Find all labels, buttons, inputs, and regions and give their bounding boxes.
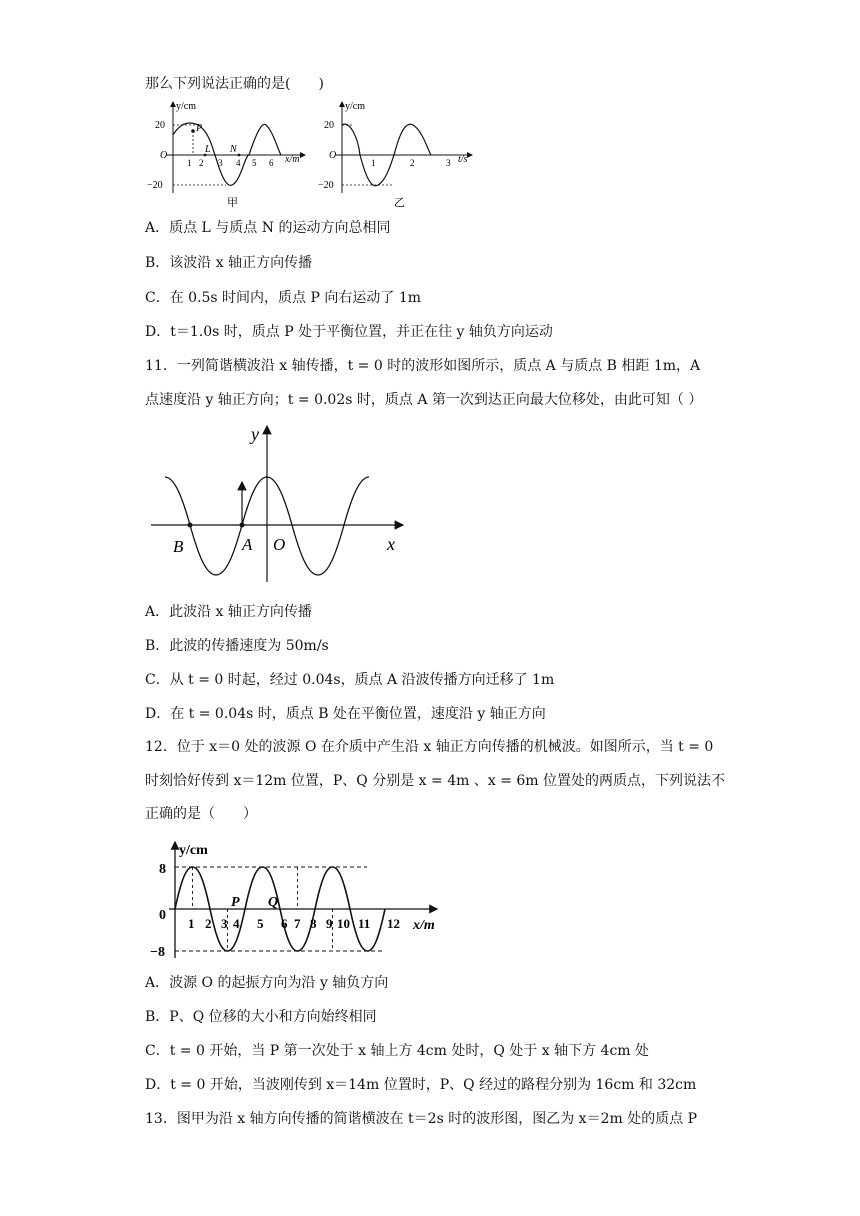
q11-option-c: C．从 t = 0 时起，经过 0.04s，质点 A 沿波传播方向迁移了 1m [145,672,555,688]
y-tick-20: 20 [155,120,165,131]
q11-option-b: B．此波的传播速度为 50m/s [145,638,329,654]
x-tick: 5 [252,158,257,168]
q11-option-d: D．在 t = 0.04s 时，质点 B 处在平衡位置，速度沿 y 轴正方向 [145,706,546,722]
q10-option-c: C．在 0.5s 时间内，质点 P 向右运动了 1m [145,290,422,306]
x-tick: 1 [187,158,192,168]
q11-option-a: A．此波沿 x 轴正方向传播 [145,604,312,620]
x-axis-label: x/m [413,918,435,933]
y-tick-20: 20 [324,120,334,131]
y-tick-0: 0 [159,908,166,923]
figure-caption: 甲 [227,197,238,209]
x-tick: 4 [233,916,240,931]
q12-option-a: A．波源 O 的起振方向为沿 y 轴负方向 [145,975,389,991]
point-label-b: B [173,537,184,556]
q12-stem-line3: 正确的是（ ） [145,806,257,822]
x-tick: 3 [221,916,228,931]
point-label-l: L [205,144,211,155]
q11-stem-line1: 11．一列简谐横波沿 x 轴传播，t = 0 时的波形如图所示，质点 A 与质点 B 相距 1m，A [145,358,701,374]
q12-stem-line1: 12．位于 x＝0 处的波源 O 在介质中产生沿 x 轴正方向传播的机械波。如图所示，当 t = 0 [145,739,714,755]
x-tick: 12 [387,916,400,931]
origin-label: O [329,150,337,161]
x-tick: 9 [326,916,333,931]
q12-option-c: C．t = 0 开始，当 P 第一次处于 x 轴上方 4cm 处时，Q 处于 x 轴下方 4cm 处 [145,1043,650,1059]
x-tick: 10 [337,916,350,931]
figure-jia [145,98,310,210]
x-tick: 5 [257,916,264,931]
y-axis-label: y [251,424,259,444]
x-tick: 3 [218,158,223,168]
y-tick-neg8: −8 [150,945,165,960]
figure-q11-wave [145,420,410,585]
x-tick: 8 [310,916,317,931]
q12-option-d: D．t = 0 开始，当波刚传到 x＝14m 位置时，P、Q 经过的路程分别为 16cm 和 32cm [145,1077,697,1093]
figure-caption: 乙 [394,197,405,209]
point-label-p: P [231,895,240,910]
x-axis-label: x [387,534,395,554]
x-tick: 3 [446,158,451,168]
point-label-q: Q [268,895,279,910]
x-axis-label: x/m [285,154,300,165]
q13-stem-line1: 13．图甲为沿 x 轴方向传播的简谐横波在 t＝2s 时的波形图，图乙为 x＝2m 处的质点 P [145,1111,698,1127]
x-tick: 1 [188,916,195,931]
y-axis-label: y/cm [345,101,365,112]
q11-stem-line2: 点速度沿 y 轴正方向；t = 0.02s 时，质点 A 第一次到达正向最大位移处，由此可知（ ） [145,392,703,408]
origin-label: O [273,535,286,554]
figure-q12-wave [145,836,445,966]
x-tick: 11 [358,916,371,931]
figure-yi [318,98,478,210]
point-label-n: N [230,144,237,155]
x-tick: 2 [205,916,212,931]
q12-stem-line2: 时刻恰好传到 x＝12m 位置，P、Q 分别是 x = 4m 、x = 6m 位置处的两质点，下列说法不 [145,773,726,789]
y-tick-neg20: −20 [147,180,163,191]
intro-text: 那么下列说法正确的是( ) [145,76,324,92]
y-axis-label: y/cm [176,101,196,112]
q10-option-a: A．质点 L 与质点 N 的运动方向总相同 [145,220,391,236]
q12-option-b: B．P、Q 位移的大小和方向始终相同 [145,1009,377,1025]
origin-label: O [160,150,168,161]
x-tick: 2 [410,158,415,168]
y-tick-neg20: −20 [318,180,334,191]
x-tick: 4 [236,158,241,168]
y-tick-8: 8 [159,862,166,877]
x-tick: 6 [281,916,288,931]
q10-option-b: B．该波沿 x 轴正方向传播 [145,255,313,271]
point-label-p: P [196,123,203,134]
x-tick: 2 [199,158,204,168]
x-axis-label: t/s [458,154,468,165]
q10-option-d: D．t＝1.0s 时，质点 P 处于平衡位置，并正在往 y 轴负方向运动 [145,324,553,340]
x-tick: 1 [371,158,376,168]
x-tick: 7 [294,916,301,931]
y-axis-label: y/cm [179,843,208,858]
x-tick: 6 [269,158,274,168]
point-label-a: A [242,535,253,554]
